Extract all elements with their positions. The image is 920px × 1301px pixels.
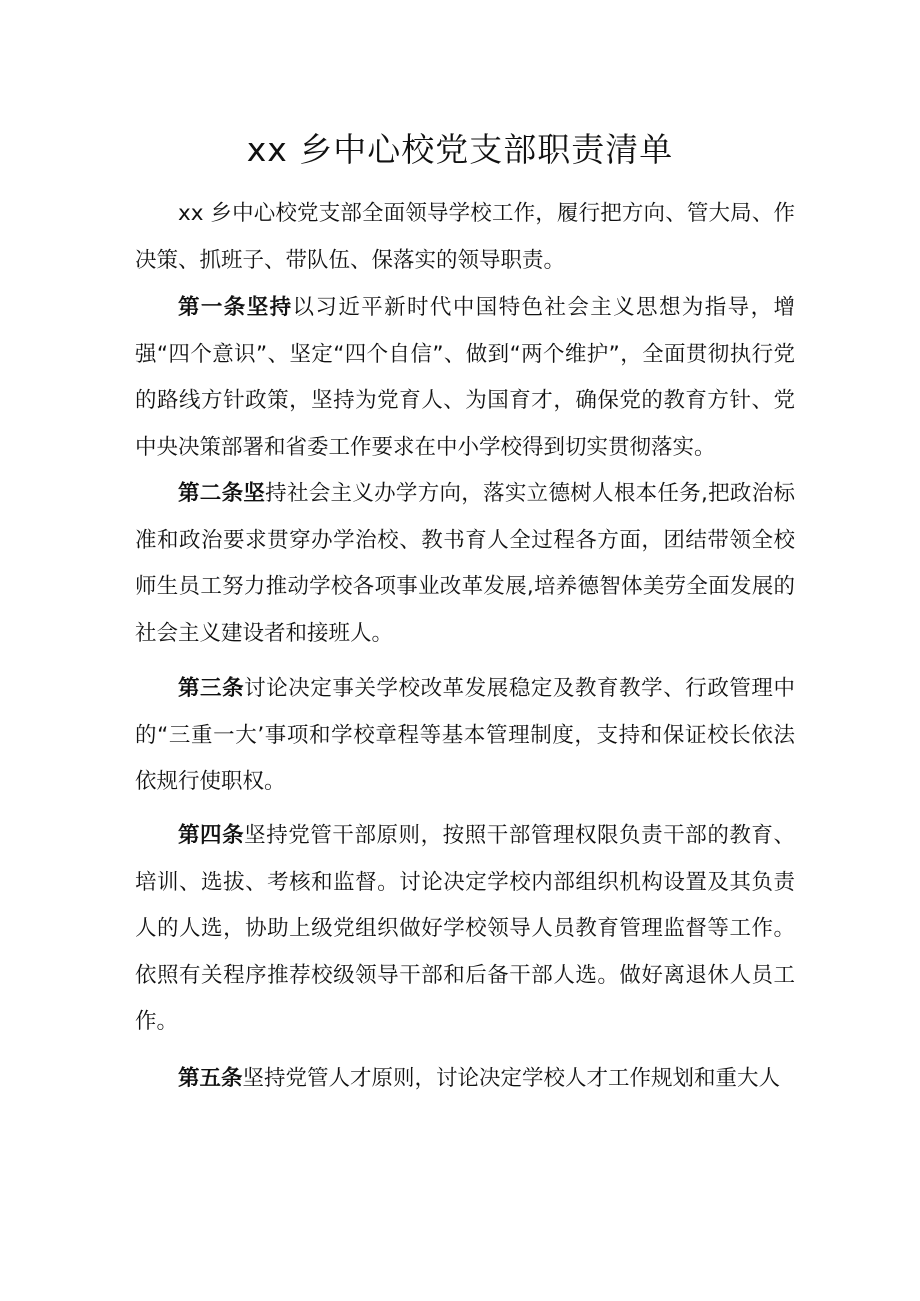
article-4 <box>135 813 795 1046</box>
intro-paragraph: xx 乡中心校党支部全面领导学校工作，履行把方向、管大局、作决策、抓班子、带队伍、保落实的领导职责。 <box>135 201 795 273</box>
article-5-heading: 第五条 <box>178 1066 243 1091</box>
article-2-heading: 第二条坚 <box>178 481 266 506</box>
article-3-text: 讨论决定事关学校改革发展稳定及教育教学、行政管理中的“三重一大’事项和学校章程等基本管理制度，支持和保证校长依法依规行使职权。 <box>135 676 795 794</box>
article-3-heading: 第三条 <box>178 676 245 701</box>
article-4-text: 坚持党管干部原则，按照干部管理权限负责干部的教育、培训、选拔、考核和监督。讨论决定学校内部组织机构设置及其负责人的人选，协助上级党组织做好学校领导人员教育管理监督等工作。依照有关程序推荐校级领导干部和后备干部人选。做好离退休人员工作。 <box>135 823 795 1034</box>
article-1-text: 以习近平新时代中国特色社会主义思想为指导，增强“四个意识”、坚定“四个自信”、做到“两个维护”，全面贯彻执行党的路线方针政策，坚持为党育人、为国育才，确保党的教育方针、党中央决策部署和省委工作要求在中小学校得到切实贯彻落实。 <box>135 295 795 460</box>
article-1-heading: 第一条坚持 <box>178 295 293 320</box>
article-3 <box>135 666 795 806</box>
article-4-heading: 第四条 <box>178 823 245 848</box>
document-title: xx 乡中心校党支部职责清单 <box>246 130 674 169</box>
article-2 <box>135 471 795 657</box>
article-1 <box>135 285 795 471</box>
article-5-text: 坚持党管人才原则，讨论决定学校人才工作规划和重大人 <box>242 1066 781 1091</box>
article-5 <box>135 1056 795 1103</box>
article-2-text: 持社会主义办学方向，落实立德树人根本任务,把政治标准和政治要求贯穿办学治校、教书育人全过程各方面，团结带领全校师生员工努力推动学校各项事业改革发展,培养德智体美劳全面发展的社会主义建设者和接班人。 <box>135 481 795 646</box>
